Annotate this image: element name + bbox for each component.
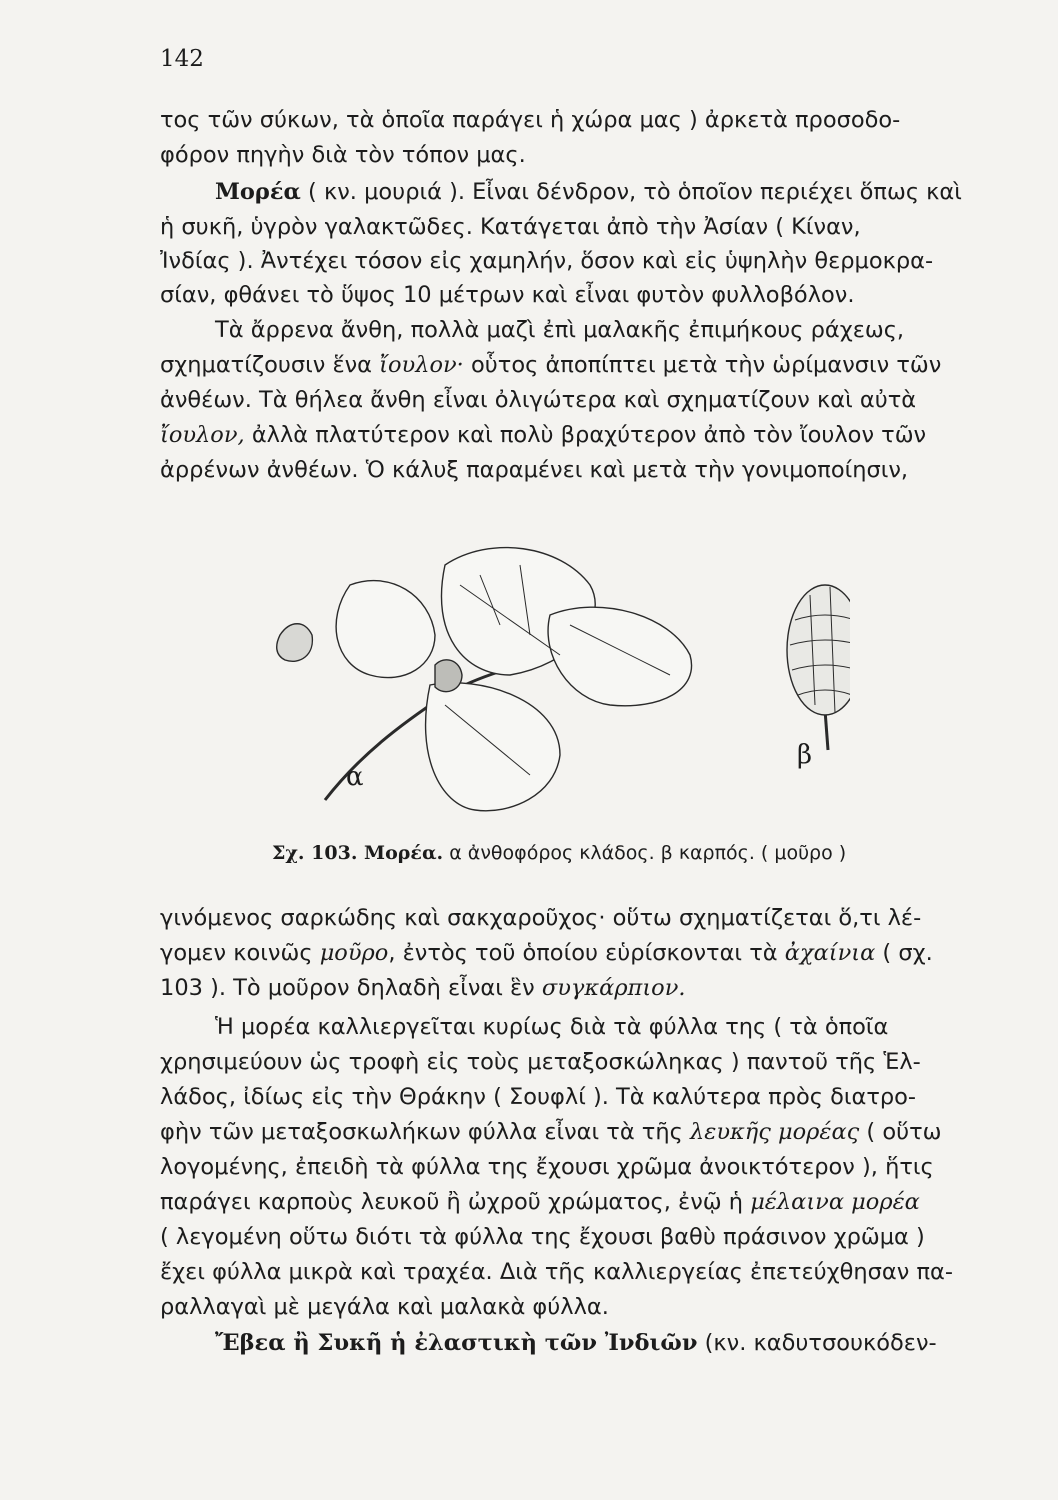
fruit-stalk xyxy=(825,710,828,750)
caption-number: Σχ. 103. Μορέα. xyxy=(272,842,444,864)
text-fragment: , ἐντὸς τοῦ ὁποίου εὑρίσκονται τὰ xyxy=(388,940,785,966)
text-line: ἡ συκῆ, ὑγρὸν γαλακτῶδες. Κατάγεται ἀπὸ τὴν Ἀσίαν ( Κίναν, xyxy=(160,214,861,240)
text-line xyxy=(160,1117,942,1147)
italic-term: ἴουλον, xyxy=(160,422,245,448)
text-line: ἀνθέων. Τὰ θήλεα ἄνθη εἶναι ὀλιγώτερα καὶ σχηματίζουν καὶ αὐτὰ xyxy=(160,387,917,413)
text-line: λάδος, ἰδίως εἰς τὴν Θράκην ( Σουφλί ). Τὰ καλύτερα πρὸς διατρο- xyxy=(160,1084,917,1110)
text-line: σίαν, φθάνει τὸ ὕψος 10 μέτρων καὶ εἶναι φυτὸν φυλλοβόλον. xyxy=(160,282,855,308)
text-fragment: παράγει καρποὺς λευκοῦ ἢ ὠχροῦ χρώματος, ἐνῷ ἡ xyxy=(160,1189,751,1215)
morea-term: Μορέα xyxy=(215,179,301,205)
italic-term: ἀχαίνια xyxy=(784,940,876,966)
text-fragment: οὗτος ἀποπίπτει μετὰ τὴν ὡρίμανσιν τῶν xyxy=(463,352,942,378)
text-fragment: ἀλλὰ πλατύτερον καὶ πολὺ βραχύτερον ἀπὸ τὸν ἴουλον τῶν xyxy=(244,422,927,448)
text-line: φόρον πηγὴν διὰ τὸν τόπον μας. xyxy=(160,142,526,168)
italic-term: ἴουλον· xyxy=(379,352,464,378)
text-fragment: γομεν κοινῶς xyxy=(160,940,320,966)
evea-heading-line xyxy=(215,1328,937,1358)
italic-term: μέλαινα μορέα xyxy=(750,1189,920,1215)
text-line: ἔχει φύλλα μικρὰ καὶ τραχέα. Διὰ τῆς καλλιεργείας ἐπετεύχθησαν πα- xyxy=(160,1259,953,1285)
text-line xyxy=(160,1187,920,1217)
fruit-illustration xyxy=(787,585,850,750)
text-line: Ἰνδίας ). Ἀντέχει τόσον εἰς χαμηλήν, ὅσον καὶ εἰς ὑψηλὴν θερμοκρα- xyxy=(160,248,934,274)
italic-term: λευκῆς μορέας xyxy=(689,1119,860,1145)
catkin xyxy=(277,624,313,662)
mulberry-fruit xyxy=(787,585,850,715)
text-line: χρησιμεύουν ὡς τροφὴ εἰς τοὺς μεταξοσκώληκας ) παντοῦ τῆς Ἑλ- xyxy=(160,1049,921,1075)
text-fragment: φὴν τῶν μεταξοσκωλήκων φύλλα εἶναι τὰ τῆς xyxy=(160,1119,690,1145)
italic-term: μοῦρο xyxy=(319,940,389,966)
morea-heading-line xyxy=(215,177,962,207)
figure-label-b: β xyxy=(797,740,813,770)
leaf-shape xyxy=(548,607,691,706)
text-fragment: ( κν. μουριά ). Εἶναι δένδρον, τὸ ὁποῖον περιέχει ὅπως καὶ xyxy=(300,179,962,205)
text-fragment: ( σχ. xyxy=(875,940,933,966)
text-line xyxy=(160,938,933,968)
text-line xyxy=(160,350,941,380)
catkin xyxy=(435,660,462,692)
caption-text: α ἀνθοφόρος κλάδος. β καρπός. ( μοῦρο ) xyxy=(443,842,847,864)
page-number: 142 xyxy=(160,46,204,72)
italic-term: συγκάρπιον. xyxy=(541,975,686,1001)
figure-label-a: α xyxy=(346,762,364,792)
text-line: ( λεγομένη οὕτω διότι τὰ φύλλα της ἔχουσι βαθὺ πράσινον χρῶμα ) xyxy=(160,1224,925,1250)
text-fragment: σχηματίζουσιν ἕνα xyxy=(160,352,380,378)
text-line: γινόμενος σαρκώδης καὶ σακχαροῦχος· οὕτω σχηματίζεται ὅ,τι λέ- xyxy=(160,905,922,931)
text-line: τος τῶν σύκων, τὰ ὁποῖα παράγει ἡ χώρα μας ) ἀρκετὰ προσοδο- xyxy=(160,107,901,133)
text-fragment: ( οὕτω xyxy=(859,1119,942,1145)
text-fragment: 103 ). Τὸ μοῦρον δηλαδὴ εἶναι ἓν xyxy=(160,975,542,1001)
mulberry-figure xyxy=(230,525,850,825)
leaf-shape xyxy=(336,581,435,678)
text-line xyxy=(160,420,926,450)
evea-term: Ἔβεα ἢ Συκῆ ἡ ἐλαστικὴ τῶν Ἰνδιῶν xyxy=(215,1330,698,1356)
text-line xyxy=(160,973,686,1003)
text-fragment: (κν. καδυτσουκόδεν- xyxy=(697,1330,937,1356)
figure-caption xyxy=(272,842,846,864)
leaf-shape xyxy=(426,683,560,811)
leaf-illustration xyxy=(277,548,692,811)
text-line: ραλλαγαὶ μὲ μεγάλα καὶ μαλακὰ φύλλα. xyxy=(160,1294,609,1320)
text-line: ἀρρένων ἀνθέων. Ὁ κάλυξ παραμένει καὶ μετὰ τὴν γονιμοποίησιν, xyxy=(160,457,909,483)
text-line: λογομένης, ἐπειδὴ τὰ φύλλα της ἔχουσι χρῶμα ἀνοικτότερον ), ἥτις xyxy=(160,1154,934,1180)
text-line: Ἡ μορέα καλλιεργεῖται κυρίως διὰ τὰ φύλλα της ( τὰ ὁποῖα xyxy=(215,1014,889,1040)
text-line: Τὰ ἄρρενα ἄνθη, πολλὰ μαζὶ ἐπὶ μαλακῆς ἐπιμήκους ράχεως, xyxy=(215,317,905,343)
